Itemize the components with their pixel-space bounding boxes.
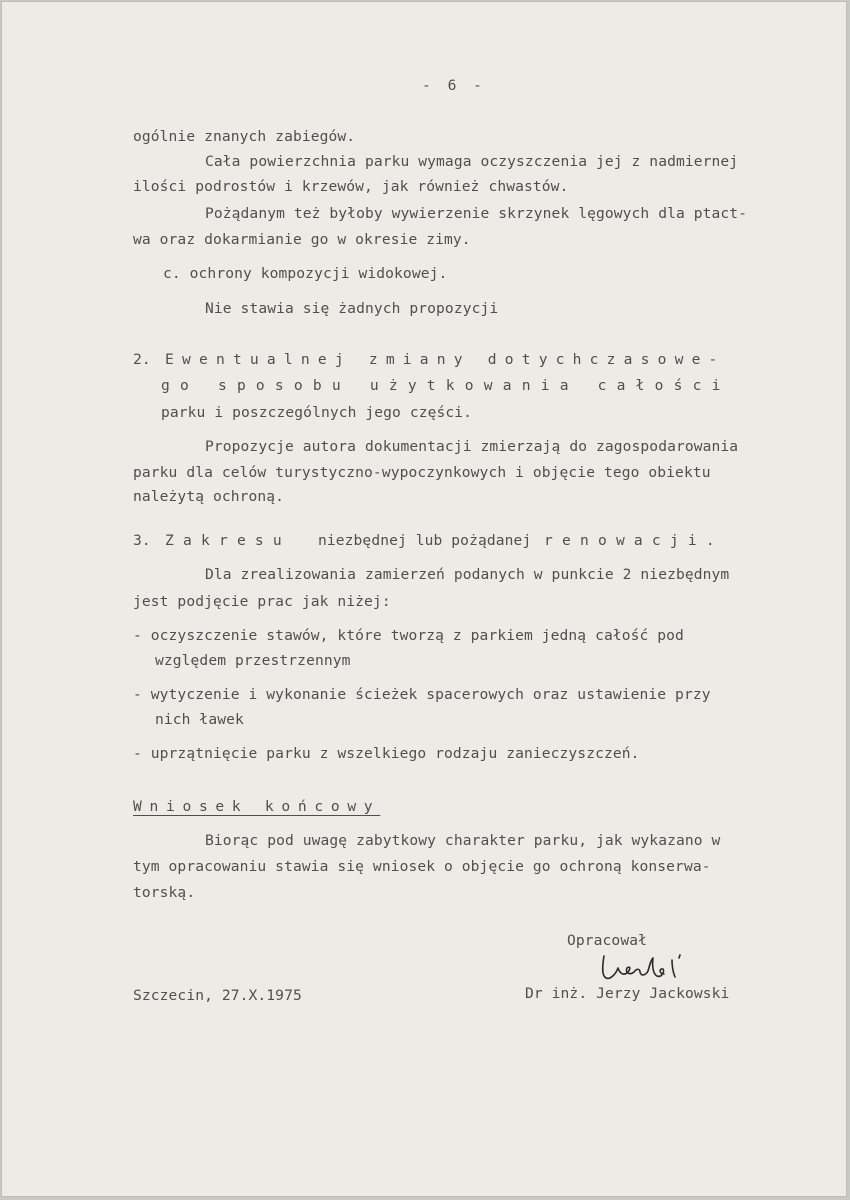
section-heading: Zakresu: [165, 532, 291, 549]
paragraph-line: ogólnie znanych zabiegów.: [133, 128, 356, 145]
list-item: - wytyczenie i wykonanie ścieżek spacerowych oraz ustawienie przy: [133, 686, 711, 703]
subsection-heading: c. ochrony kompozycji widokowej.: [163, 265, 448, 282]
document-page: [2, 2, 846, 1196]
list-item: - oczyszczenie stawów, które tworzą z parkiem jedną całość pod: [133, 627, 684, 644]
list-item: względem przestrzennym: [155, 652, 351, 669]
paragraph-line: należytą ochroną.: [133, 488, 285, 505]
section-heading: go sposobu użytkowania całości: [161, 377, 731, 394]
prepared-by-label: Opracował: [567, 932, 647, 949]
signature: [596, 946, 736, 986]
paragraph-line: Biorąc pod uwagę zabytkowy charakter parku, jak wykazano w: [205, 832, 721, 849]
section-heading: parku i poszczególnych jego części.: [161, 404, 473, 421]
paragraph-line: jest podjęcie prac jak niżej:: [133, 593, 391, 610]
paragraph-line: parku dla celów turystyczno-wypoczynkowych i objęcie tego obiektu: [133, 464, 711, 481]
paragraph-line: ilości podrostów i krzewów, jak również chwastów.: [133, 178, 569, 195]
place-date: Szczecin, 27.X.1975: [133, 987, 302, 1004]
section-heading: renowacji.: [544, 532, 724, 549]
page-number: - 6 -: [422, 77, 486, 94]
paragraph-line: torską.: [133, 884, 196, 901]
paragraph-line: Dla zrealizowania zamierzeń podanych w punkcie 2 niezbędnym: [205, 566, 730, 583]
list-item: nich ławek: [155, 711, 244, 728]
paragraph-line: tym opracowaniu stawia się wniosek o objęcie go ochroną konserwa-: [133, 858, 711, 875]
section-number: 2.: [133, 351, 151, 368]
section-number: 3.: [133, 532, 151, 549]
paragraph-line: Nie stawia się żadnych propozycji: [205, 300, 499, 317]
paragraph-line: Cała powierzchnia parku wymaga oczyszczenia jej z nadmiernej: [205, 153, 739, 170]
author-name: Dr inż. Jerzy Jackowski: [525, 985, 730, 1002]
section-heading: Ewentualnej zmiany dotychczasowe-: [165, 351, 726, 368]
conclusion-heading: Wniosek końcowy: [133, 798, 381, 815]
section-heading: niezbędnej lub pożądanej: [318, 532, 532, 549]
list-item: - uprzątnięcie parku z wszelkiego rodzaju zanieczyszczeń.: [133, 745, 640, 762]
paragraph-line: Pożądanym też byłoby wywierzenie skrzynek lęgowych dla ptact-: [205, 205, 748, 222]
paragraph-line: wa oraz dokarmianie go w okresie zimy.: [133, 231, 471, 248]
paragraph-line: Propozycje autora dokumentacji zmierzają do zagospodarowania: [205, 438, 739, 455]
